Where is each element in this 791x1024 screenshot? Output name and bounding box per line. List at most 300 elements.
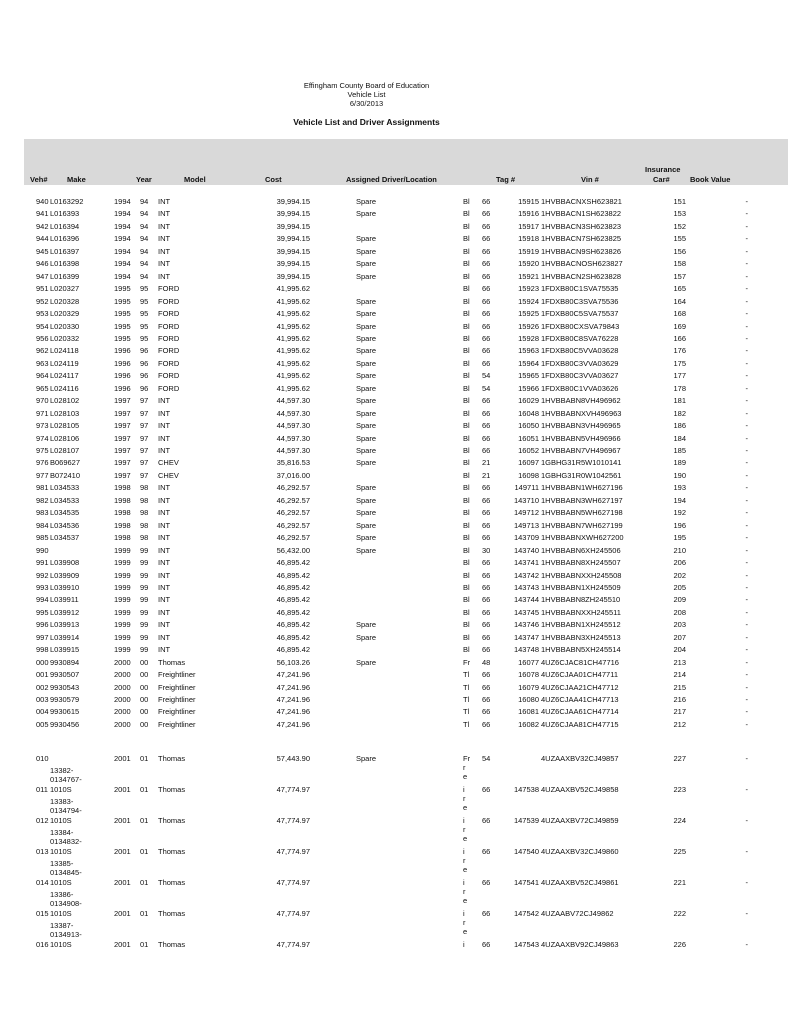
cell-tag: 147542 <box>513 909 539 918</box>
cell-book-value: - <box>745 246 748 256</box>
cell-insurance-car: 169 <box>673 321 686 331</box>
cell-capacity: 66 <box>482 259 491 269</box>
cell-cost: 46,895.42 <box>276 607 310 617</box>
cell-veh: 945 <box>36 246 49 256</box>
cell-year: 1997 <box>114 446 131 455</box>
cell-model: INT <box>158 520 171 530</box>
cell-cost: 41,995.62 <box>276 346 310 356</box>
cell-location: Bl <box>463 645 470 655</box>
cell-make: B069627 <box>50 458 81 468</box>
cell-capacity: 66 <box>482 221 491 231</box>
cell-vin: 4UZAAXBV32CJ49857 <box>541 754 619 763</box>
cell-driver: Spare <box>356 620 377 630</box>
cell-veh: 004 <box>36 707 49 717</box>
table-row <box>0 644 791 656</box>
cell-make: L039912 <box>50 607 80 617</box>
cell-insurance-car: 205 <box>673 582 686 592</box>
cell-driver: Spare <box>356 346 377 356</box>
cell-yr: 94 <box>140 246 149 256</box>
cell-make: L034535 <box>50 508 80 518</box>
cell-tag: 15925 <box>518 309 539 319</box>
cell-yr: 97 <box>140 396 149 406</box>
cell-driver: Spare <box>356 458 377 468</box>
cell-veh: 974 <box>36 433 49 443</box>
cell-yr: 99 <box>140 545 149 555</box>
cell-location: Bl <box>463 446 470 455</box>
cell-make: 1010S <box>50 816 72 825</box>
table-row <box>0 283 791 295</box>
cell-vin: 4UZ6CJAA01CH47711 <box>541 670 618 680</box>
cell-book-value: - <box>745 296 748 306</box>
cell-tag: 143747 <box>513 632 539 642</box>
location-fragment: e <box>463 772 468 781</box>
cell-insurance-car: 165 <box>673 284 686 294</box>
cell-book-value: - <box>745 259 748 269</box>
cell-book-value: - <box>745 234 748 244</box>
cell-model: Freightliner <box>158 707 196 717</box>
cell-insurance-car: 203 <box>673 620 686 630</box>
cell-location: Fr <box>463 657 471 667</box>
cell-capacity: 66 <box>482 582 491 592</box>
cell-book-value: - <box>745 878 748 887</box>
cell-yr: 98 <box>140 508 149 518</box>
cell-insurance-car: 166 <box>673 333 686 343</box>
cell-insurance-car: 185 <box>673 446 686 455</box>
cell-location: Bl <box>463 408 470 418</box>
cell-yr: 99 <box>140 620 149 630</box>
cell-location: Bl <box>463 234 470 244</box>
table-row <box>0 321 791 333</box>
cell-insurance-car: 216 <box>673 695 686 704</box>
table-row <box>0 383 791 395</box>
table-row <box>0 221 791 233</box>
cell-make: 9930456 <box>50 719 80 729</box>
cell-location: Bl <box>463 383 470 393</box>
cell-vin: 1HVBBABN3XH245513 <box>541 632 621 642</box>
table-row <box>0 196 791 208</box>
cell-year: 2001 <box>114 785 131 794</box>
cell-make: L034536 <box>50 520 80 530</box>
make-prefix: 13383- <box>50 797 74 806</box>
cell-veh: 941 <box>36 209 49 219</box>
cell-location: Fr <box>463 754 471 763</box>
cell-location: Bl <box>463 570 470 580</box>
cell-yr: 00 <box>140 719 149 729</box>
cell-vin: 4UZAAXBV72CJ49859 <box>541 816 619 825</box>
cell-driver: Spare <box>356 408 377 418</box>
table-row <box>0 395 791 407</box>
cell-capacity: 66 <box>482 508 491 518</box>
cell-model: INT <box>158 421 171 431</box>
cell-model: INT <box>158 197 171 206</box>
cell-yr: 94 <box>140 221 149 231</box>
cell-location: Bl <box>463 470 470 480</box>
cell-make: L034533 <box>50 483 80 493</box>
cell-book-value: - <box>745 632 748 642</box>
cell-cost: 47,241.96 <box>276 707 310 717</box>
table-row <box>0 233 791 245</box>
cell-book-value: - <box>745 940 748 949</box>
cell-veh: 985 <box>36 533 49 543</box>
cell-tag: 143709 <box>513 533 539 543</box>
cell-location: Bl <box>463 296 470 306</box>
cell-driver: Spare <box>356 657 377 667</box>
location-fragment: e <box>463 927 468 936</box>
cell-insurance-car: 204 <box>673 645 686 655</box>
cell-location: Bl <box>463 396 470 406</box>
cell-tag: 15917 <box>518 221 539 231</box>
cell-tag: 15928 <box>518 333 539 343</box>
cell-vin: 4UZ6CJAA21CH47712 <box>541 682 619 692</box>
cell-location: Bl <box>463 582 470 592</box>
table-row <box>0 308 791 320</box>
cell-make: 1010S <box>50 940 72 949</box>
cell-driver: Spare <box>356 358 377 368</box>
cell-insurance-car: 193 <box>673 483 686 493</box>
cell-cost: 46,292.57 <box>276 495 310 505</box>
cell-location: Bl <box>463 271 470 281</box>
cell-book-value: - <box>745 284 748 294</box>
cell-make: L016397 <box>50 246 80 256</box>
cell-tag: 15916 <box>518 209 539 219</box>
cell-cost: 44,597.30 <box>276 421 310 431</box>
table-row <box>0 470 791 482</box>
cell-make: L039913 <box>50 620 80 630</box>
table-row <box>0 520 791 532</box>
cell-yr: 95 <box>140 333 149 343</box>
cell-year: 1995 <box>114 321 131 331</box>
cell-location: Bl <box>463 371 470 381</box>
cell-insurance-car: 153 <box>673 209 686 219</box>
cell-tag: 143746 <box>513 620 539 630</box>
cell-driver: Spare <box>356 309 377 319</box>
cell-cost: 41,995.62 <box>276 321 310 331</box>
cell-driver: Spare <box>356 520 377 530</box>
cell-capacity: 66 <box>482 785 491 794</box>
cell-vin: 1FDXB80C3SVA75536 <box>541 296 619 306</box>
cell-insurance-car: 210 <box>673 545 686 555</box>
cell-vin: 1HVBBABN5VH496966 <box>541 433 621 443</box>
location-fragment: r <box>463 763 466 772</box>
cell-model: Freightliner <box>158 670 196 680</box>
cell-yr: 99 <box>140 607 149 617</box>
table-row <box>0 582 791 594</box>
cell-tag: 15926 <box>518 321 539 331</box>
cell-yr: 01 <box>140 940 149 949</box>
cell-capacity: 66 <box>482 446 491 455</box>
cell-cost: 41,995.62 <box>276 284 310 294</box>
cell-model: INT <box>158 221 171 231</box>
cell-capacity: 66 <box>482 396 491 406</box>
cell-make: 1010S <box>50 878 72 887</box>
table-row <box>0 545 791 557</box>
cell-model: INT <box>158 620 171 630</box>
cell-veh: 964 <box>36 371 49 381</box>
list-name: Vehicle List <box>347 90 386 99</box>
cell-book-value: - <box>745 754 748 763</box>
cell-driver: Spare <box>356 296 377 306</box>
cell-location: Tl <box>463 695 470 704</box>
cell-model: INT <box>158 209 171 219</box>
cell-year: 1999 <box>114 632 131 642</box>
cell-yr: 97 <box>140 470 149 480</box>
cell-yr: 00 <box>140 695 149 704</box>
cell-cost: 46,895.42 <box>276 620 310 630</box>
cell-vin: 1HVBBABN1XH245512 <box>541 620 621 630</box>
cell-capacity: 66 <box>482 909 491 918</box>
cell-yr: 99 <box>140 570 149 580</box>
cell-year: 1994 <box>114 246 131 256</box>
cell-capacity: 66 <box>482 197 491 206</box>
cell-year: 2000 <box>114 682 131 692</box>
cell-yr: 95 <box>140 296 149 306</box>
cell-capacity: 66 <box>482 333 491 343</box>
cell-insurance-car: 158 <box>673 259 686 269</box>
cell-veh: 015 <box>36 909 49 918</box>
location-fragment: e <box>463 803 468 812</box>
cell-veh: 954 <box>36 321 49 331</box>
cell-insurance-car: 196 <box>673 520 686 530</box>
cell-book-value: - <box>745 695 748 704</box>
table-row <box>0 939 791 951</box>
cell-book-value: - <box>745 358 748 368</box>
cell-veh: 994 <box>36 595 49 605</box>
cell-driver: Spare <box>356 754 377 763</box>
cell-insurance-car: 208 <box>673 607 686 617</box>
cell-book-value: - <box>745 371 748 381</box>
cell-cost: 41,995.62 <box>276 333 310 343</box>
cell-year: 2000 <box>114 657 131 667</box>
cell-cost: 39,994.15 <box>276 221 310 231</box>
cell-insurance-car: 223 <box>673 785 686 794</box>
cell-tag: 143740 <box>513 545 539 555</box>
cell-year: 1999 <box>114 645 131 655</box>
cell-vin: 1FDXB80CXSVA79843 <box>541 321 620 331</box>
cell-make: L020329 <box>50 309 80 319</box>
cell-vin: 1FDXB80C1VVA03626 <box>541 383 619 393</box>
cell-location: Tl <box>463 719 470 729</box>
cell-year: 2001 <box>114 816 131 825</box>
cell-location: Bl <box>463 607 470 617</box>
cell-model: INT <box>158 259 171 269</box>
table-row <box>0 457 791 469</box>
cell-cost: 46,895.42 <box>276 645 310 655</box>
cell-model: INT <box>158 483 171 493</box>
cell-model: INT <box>158 246 171 256</box>
cell-tag: 16098 <box>518 470 539 480</box>
cell-make: L028106 <box>50 433 80 443</box>
cell-book-value: - <box>745 595 748 605</box>
cell-veh: 992 <box>36 570 49 580</box>
cell-capacity: 66 <box>482 433 491 443</box>
cell-make: L039914 <box>50 632 80 642</box>
cell-driver: Spare <box>356 483 377 493</box>
cell-year: 1999 <box>114 620 131 630</box>
cell-location: Bl <box>463 458 470 468</box>
table-row <box>0 669 791 681</box>
table-row <box>0 408 791 420</box>
cell-book-value: - <box>745 309 748 319</box>
col-model: Model <box>184 175 206 184</box>
cell-yr: 01 <box>140 785 149 794</box>
cell-year: 1997 <box>114 396 131 406</box>
table-row <box>0 694 791 706</box>
table-row <box>0 908 791 920</box>
cell-veh: 944 <box>36 234 49 244</box>
table-row <box>0 296 791 308</box>
cell-veh: 971 <box>36 408 49 418</box>
cell-book-value: - <box>745 719 748 729</box>
table-row <box>0 877 791 889</box>
table-row <box>0 532 791 544</box>
cell-year: 1995 <box>114 296 131 306</box>
cell-cost: 46,895.42 <box>276 595 310 605</box>
cell-location: i <box>463 847 465 856</box>
cell-model: FORD <box>158 321 180 331</box>
cell-cost: 47,774.97 <box>276 785 310 794</box>
cell-capacity: 66 <box>482 682 491 692</box>
cell-tag: 15919 <box>518 246 539 256</box>
cell-model: INT <box>158 632 171 642</box>
table-row <box>0 657 791 669</box>
cell-make: L016394 <box>50 221 80 231</box>
cell-cost: 39,994.15 <box>276 271 310 281</box>
cell-year: 1996 <box>114 346 131 356</box>
cell-capacity: 66 <box>482 271 491 281</box>
cell-vin: 1GBHG31R5W1010141 <box>541 458 622 468</box>
org-name: Effingham County Board of Education <box>303 81 430 90</box>
cell-model: INT <box>158 533 171 543</box>
cell-tag: 15923 <box>518 284 539 294</box>
cell-veh: 996 <box>36 620 49 630</box>
cell-driver: Spare <box>356 545 377 555</box>
cell-make: 9930579 <box>50 695 80 704</box>
cell-cost: 44,597.30 <box>276 446 310 455</box>
cell-location: Bl <box>463 495 470 505</box>
make-prefix: 0134908- <box>50 899 82 908</box>
cell-cost: 47,241.96 <box>276 670 310 680</box>
cell-veh: 002 <box>36 682 49 692</box>
cell-cost: 39,994.15 <box>276 234 310 244</box>
cell-vin: 1HVBBABN3VH496965 <box>541 421 621 431</box>
cell-veh: 003 <box>36 695 49 704</box>
cell-year: 1995 <box>114 284 131 294</box>
cell-cost: 41,995.62 <box>276 383 310 393</box>
cell-insurance-car: 177 <box>673 371 686 381</box>
cell-year: 1996 <box>114 371 131 381</box>
cell-capacity: 21 <box>482 470 491 480</box>
cell-year: 1997 <box>114 458 131 468</box>
cell-vin: 4UZ6CJAA81CH47715 <box>541 719 619 729</box>
cell-make: B072410 <box>50 470 81 480</box>
cell-insurance-car: 175 <box>673 358 686 368</box>
cell-yr: 97 <box>140 421 149 431</box>
col-year: Year <box>136 175 152 184</box>
cell-cost: 46,292.57 <box>276 483 310 493</box>
cell-model: CHEV <box>158 470 179 480</box>
cell-tag: 15918 <box>518 234 539 244</box>
cell-vin: 1HVBBABNXXH245511 <box>541 607 621 617</box>
cell-location: Bl <box>463 483 470 493</box>
cell-location: Bl <box>463 558 470 568</box>
cell-yr: 97 <box>140 446 149 455</box>
cell-veh: 940 <box>36 197 49 206</box>
location-fragment: r <box>463 825 466 834</box>
cell-book-value: - <box>745 785 748 794</box>
cell-tag: 143741 <box>513 558 539 568</box>
cell-veh: 976 <box>36 458 49 468</box>
cell-vin: 1HVBBABN8XH245507 <box>541 558 621 568</box>
cell-year: 1997 <box>114 421 131 431</box>
cell-year: 1997 <box>114 408 131 418</box>
make-prefix: 13384- <box>50 828 74 837</box>
cell-location: Bl <box>463 246 470 256</box>
cell-model: INT <box>158 396 171 406</box>
cell-yr: 01 <box>140 878 149 887</box>
cell-veh: 956 <box>36 333 49 343</box>
cell-model: FORD <box>158 371 180 381</box>
cell-yr: 01 <box>140 754 149 763</box>
table-row <box>0 507 791 519</box>
cell-cost: 46,895.42 <box>276 582 310 592</box>
cell-insurance-car: 156 <box>673 246 686 256</box>
cell-veh: 998 <box>36 645 49 655</box>
cell-book-value: - <box>745 645 748 655</box>
cell-location: Tl <box>463 682 470 692</box>
cell-book-value: - <box>745 620 748 630</box>
cell-location: Bl <box>463 632 470 642</box>
cell-veh: 012 <box>36 816 49 825</box>
cell-capacity: 66 <box>482 670 491 680</box>
table-row <box>0 246 791 258</box>
cell-vin: 1HVBBABNXWH627200 <box>541 533 624 543</box>
cell-make: L028103 <box>50 408 80 418</box>
cell-tag: 15924 <box>518 296 539 306</box>
cell-make: L028102 <box>50 396 80 406</box>
cell-year: 1994 <box>114 271 131 281</box>
cell-insurance-car: 217 <box>673 707 686 717</box>
cell-make: L034533 <box>50 495 80 505</box>
col-insurance: Insurance <box>645 165 681 174</box>
cell-yr: 00 <box>140 707 149 717</box>
cell-veh: 963 <box>36 358 49 368</box>
cell-capacity: 66 <box>482 284 491 294</box>
cell-vin: 1HVBBABNXXH245508 <box>541 570 622 580</box>
cell-capacity: 66 <box>482 408 491 418</box>
cell-vin: 1FDXB80C3VVA03629 <box>541 358 619 368</box>
location-fragment: r <box>463 856 466 865</box>
cell-yr: 01 <box>140 847 149 856</box>
cell-book-value: - <box>745 396 748 406</box>
location-fragment: r <box>463 918 466 927</box>
cell-yr: 96 <box>140 358 149 368</box>
cell-year: 1998 <box>114 495 131 505</box>
cell-veh: 970 <box>36 396 49 406</box>
cell-book-value: - <box>745 545 748 555</box>
cell-model: INT <box>158 446 171 455</box>
cell-vin: 1HVBBABN1WH627196 <box>541 483 623 493</box>
cell-tag: 147541 <box>513 878 539 887</box>
table-row <box>0 719 791 731</box>
cell-model: Thomas <box>158 909 186 918</box>
location-fragment: e <box>463 865 468 874</box>
cell-make: L024118 <box>50 346 79 356</box>
location-fragment: r <box>463 887 466 896</box>
location-fragment: r <box>463 794 466 803</box>
cell-location: i <box>463 940 465 949</box>
cell-driver: Spare <box>356 271 377 281</box>
cell-yr: 00 <box>140 682 149 692</box>
